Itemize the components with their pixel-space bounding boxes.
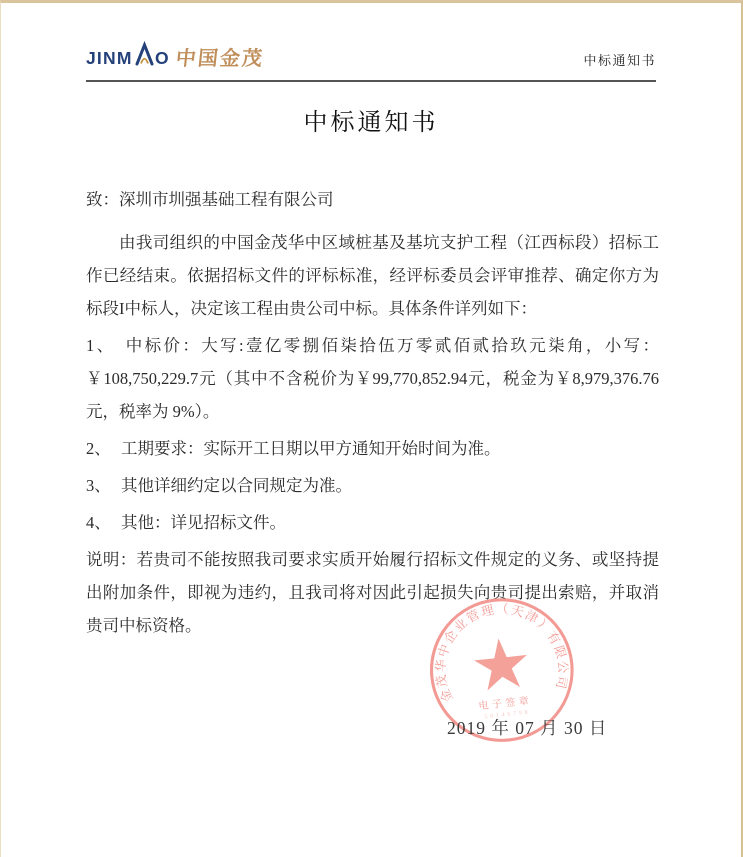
header-doc-label: 中标通知书	[583, 53, 656, 68]
intro-paragraph: 由我司组织的中国金茂华中区域桩基及基坑支护工程（江西标段）招标工作已经结束。依据招标文件的评标标准，经评标委员会评审推荐、确定你方为标段I中标人，决定该工程由贵公司中标。具体条件详列如下：	[86, 233, 659, 318]
logo-text-cjk: 中国金茂	[174, 48, 266, 70]
item-1-text: 中标价：大写:壹亿零捌佰柒拾伍万零贰佰贰拾玖元柒角，小写：￥108,750,229.7元（其中不含税价为￥99,770,852.94元，税金为￥8,979,376.76元，税率为 9%）。	[86, 336, 659, 421]
salutation-line: 致：深圳市圳强基础工程有限公司	[86, 190, 334, 209]
list-item-1	[86, 329, 659, 428]
jinmao-logo-graphic	[86, 39, 274, 73]
seal-company-name: 金茂华中企业管理（天津）有限公司	[433, 602, 570, 705]
logo-gold-accent-icon	[141, 59, 148, 64]
seal-label: 电子签章	[478, 695, 533, 713]
note-paragraph: 说明：若贵司不能按照我司要求实质开始履行招标文件规定的义务、或坚持提出附加条件，即视为违约，且我司将对因此引起损失向贵司提出索赔，并取消贵司中标资格。	[86, 550, 659, 635]
issue-date: 2019 年 07 月 30 日	[447, 718, 608, 738]
list-item-4	[86, 506, 659, 539]
list-item-3	[86, 469, 659, 502]
page-title: 中标通知书	[303, 110, 439, 136]
item-2-text: 工期要求：实际开工日期以甲方通知开始时间为准。	[120, 439, 501, 458]
jinmao-logo	[86, 39, 274, 73]
item-4-text: 其他：详见招标文件。	[120, 513, 286, 532]
item-2-number: 2、	[86, 439, 111, 458]
seal-star-icon	[472, 636, 530, 692]
letter-body	[86, 183, 659, 642]
page-header	[86, 39, 656, 82]
item-3-text: 其他详细约定以合同规定为准。	[120, 476, 352, 495]
logo-text-o: O	[155, 48, 169, 68]
list-item-2	[86, 432, 659, 465]
item-3-number: 3、	[86, 476, 111, 495]
item-4-number: 4、	[86, 513, 111, 532]
item-1-number: 1、	[86, 336, 116, 355]
seal-serial: 50146798	[484, 709, 531, 721]
logo-letter-a-peak-icon	[137, 45, 152, 64]
logo-text-jinm: JINM	[86, 48, 133, 68]
